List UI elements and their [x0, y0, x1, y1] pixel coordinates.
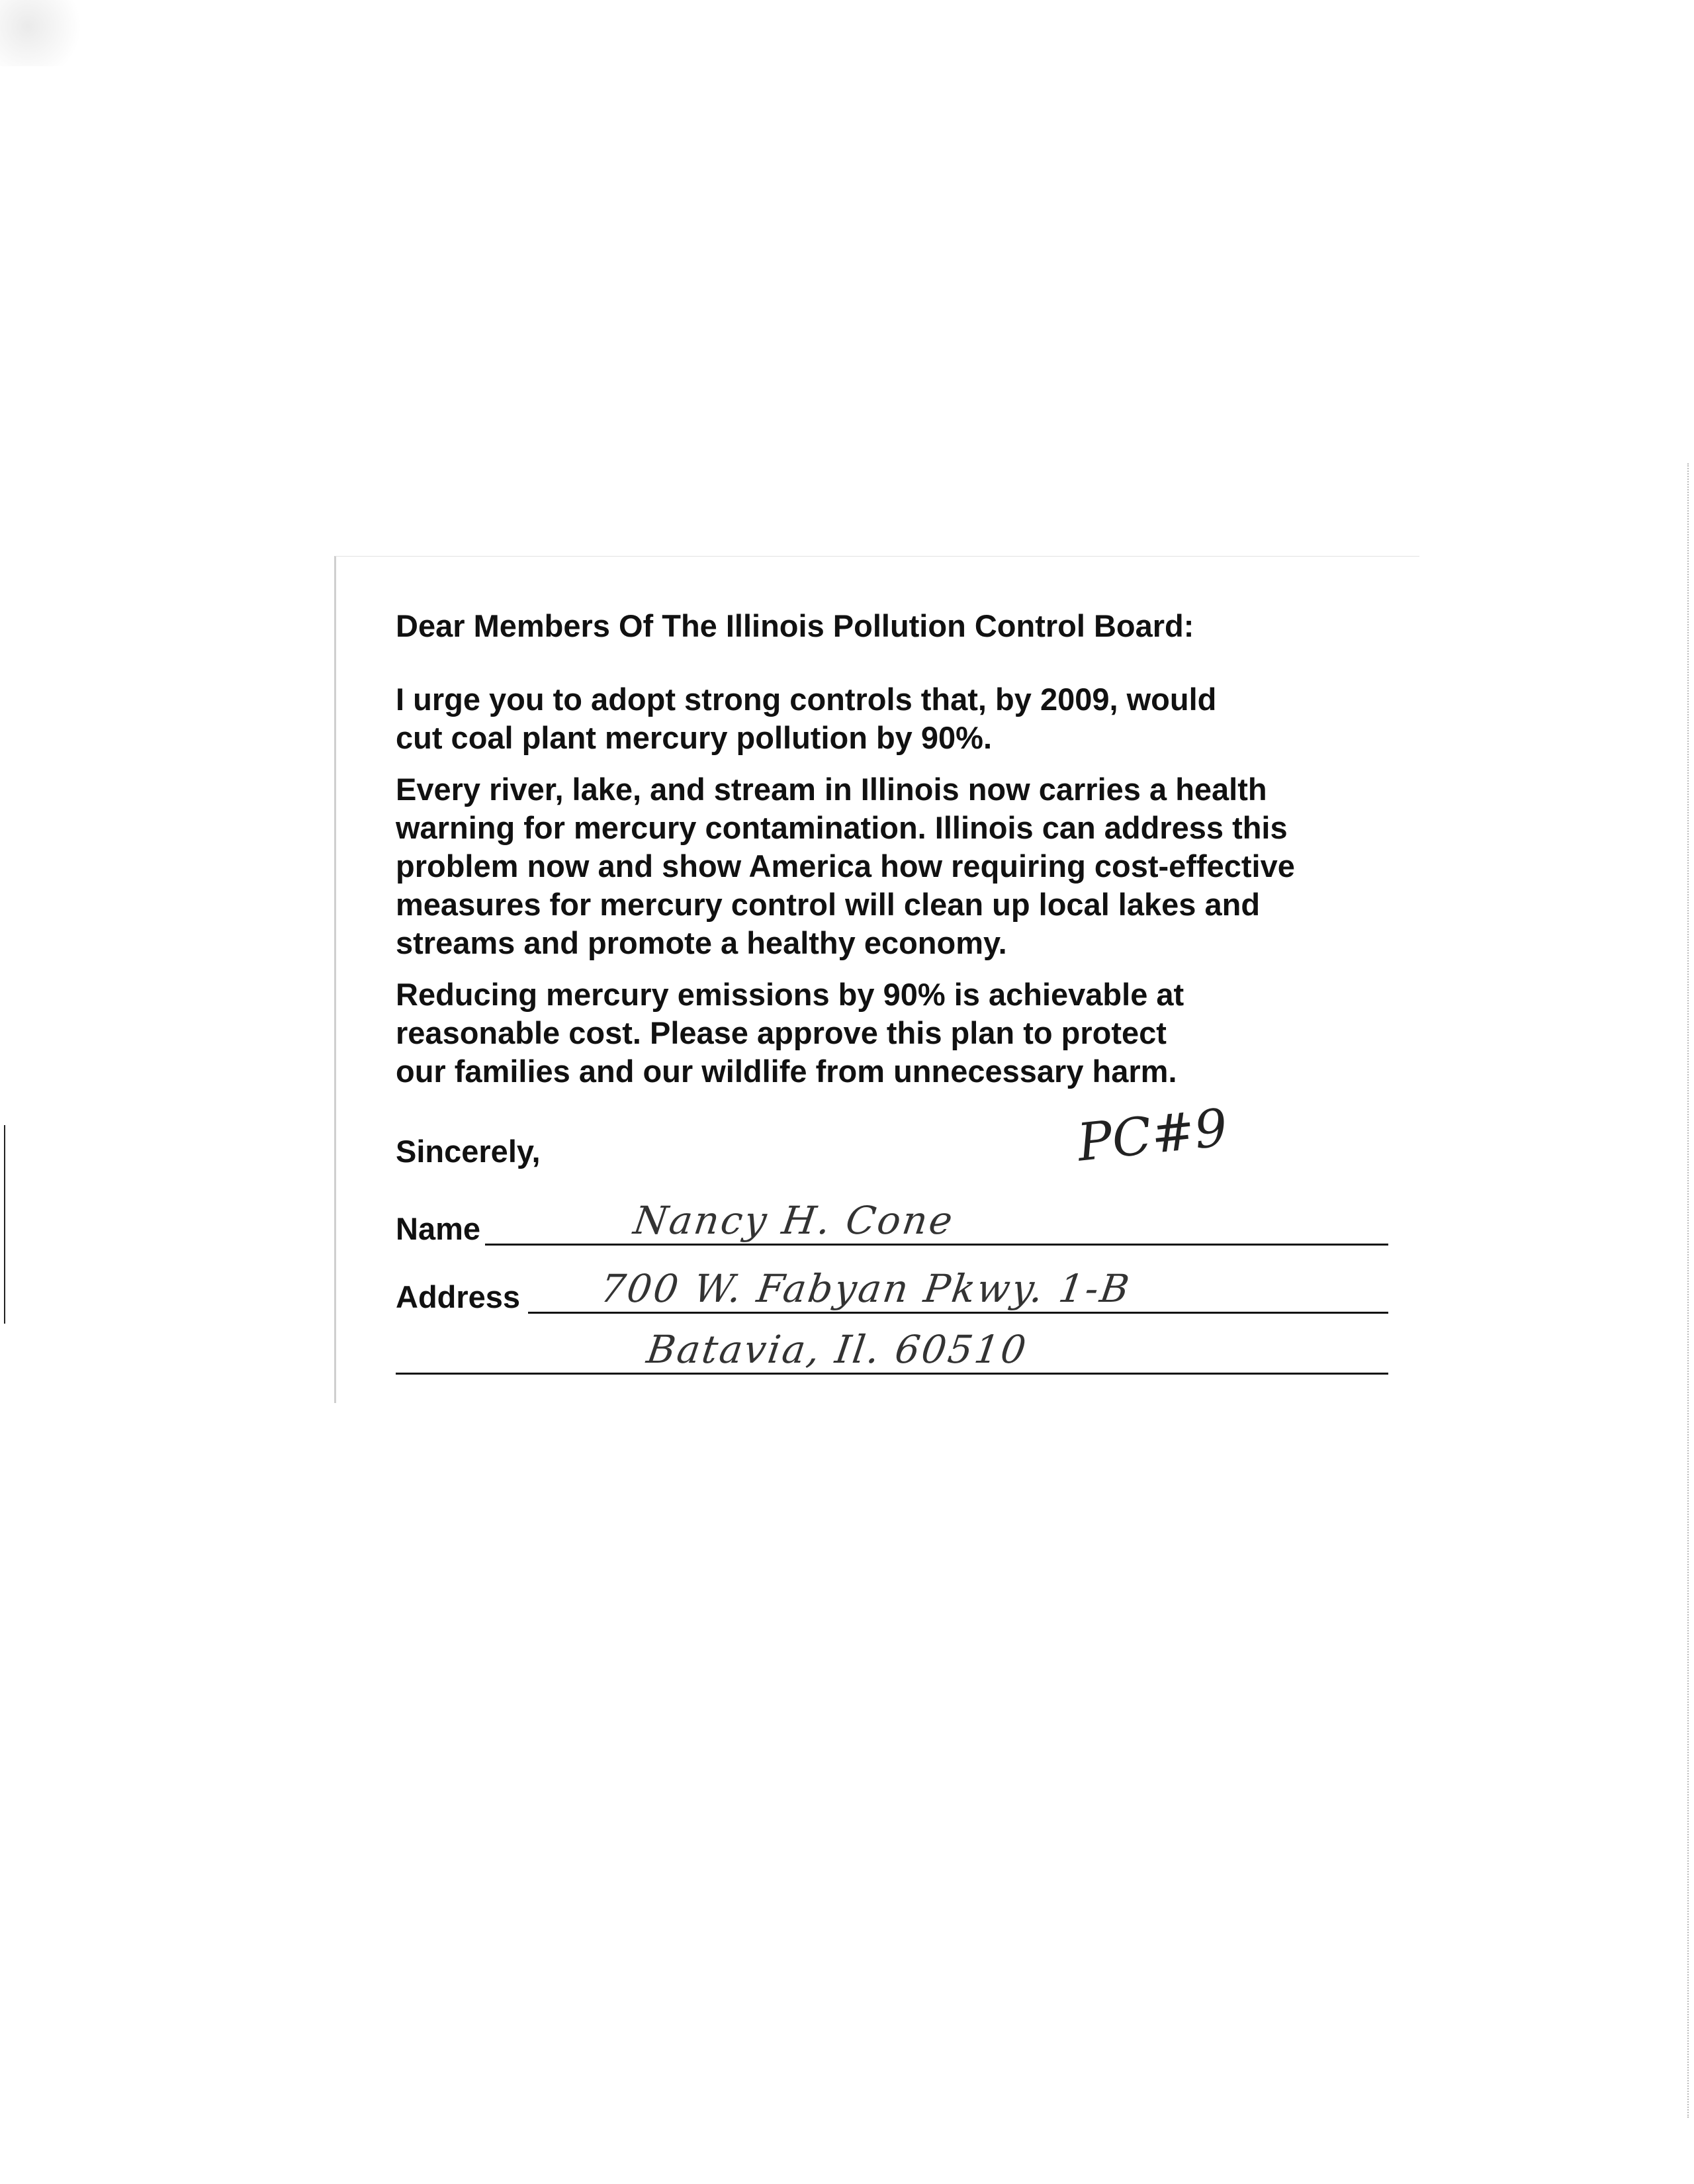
scan-edge-marks [1681, 463, 1689, 2118]
handwritten-address-line-2: Batavia, Il. 60510 [644, 1327, 1031, 1372]
name-field-row [396, 1198, 1388, 1248]
letter-greeting: Dear Members Of The Illinois Pollution Control Board: [396, 608, 1194, 643]
scan-left-edge-line [4, 1125, 5, 1324]
address-line-1 [528, 1312, 1388, 1314]
letter-paragraph-2: Every river, lake, and stream in Illinois now carries a health warning for mercury contamination. Illinois can address this problem now and show America how requiring cost-effective measures for mercury control will clean up local lakes and streams and promote a healthy economy. [396, 772, 1295, 960]
handwritten-name: Nancy H. Cone [631, 1198, 958, 1243]
name-line [485, 1244, 1388, 1246]
comment-postcard [334, 556, 1419, 1403]
handwritten-pc-number: PC#9 [1074, 1098, 1231, 1173]
address-line-2 [396, 1373, 1388, 1375]
scan-corner-noise [0, 0, 93, 66]
handwritten-address-line-1: 700 W. Fabyan Pkwy. 1-B [598, 1266, 1134, 1311]
letter-closing: Sincerely, [396, 1134, 541, 1169]
address-field-row [396, 1266, 1388, 1316]
letter-body [396, 606, 1388, 1104]
address-label: Address [396, 1279, 521, 1314]
letter-paragraph-1: I urge you to adopt strong controls that, by 2009, would cut coal plant mercury pollution by 90%. [396, 682, 1217, 755]
name-label: Name [396, 1211, 481, 1246]
address-field-row-2 [396, 1327, 1388, 1377]
letter-paragraph-3: Reducing mercury emissions by 90% is achievable at reasonable cost. Please approve this plan to protect our families and our wildlife from unnecessary harm. [396, 977, 1184, 1089]
